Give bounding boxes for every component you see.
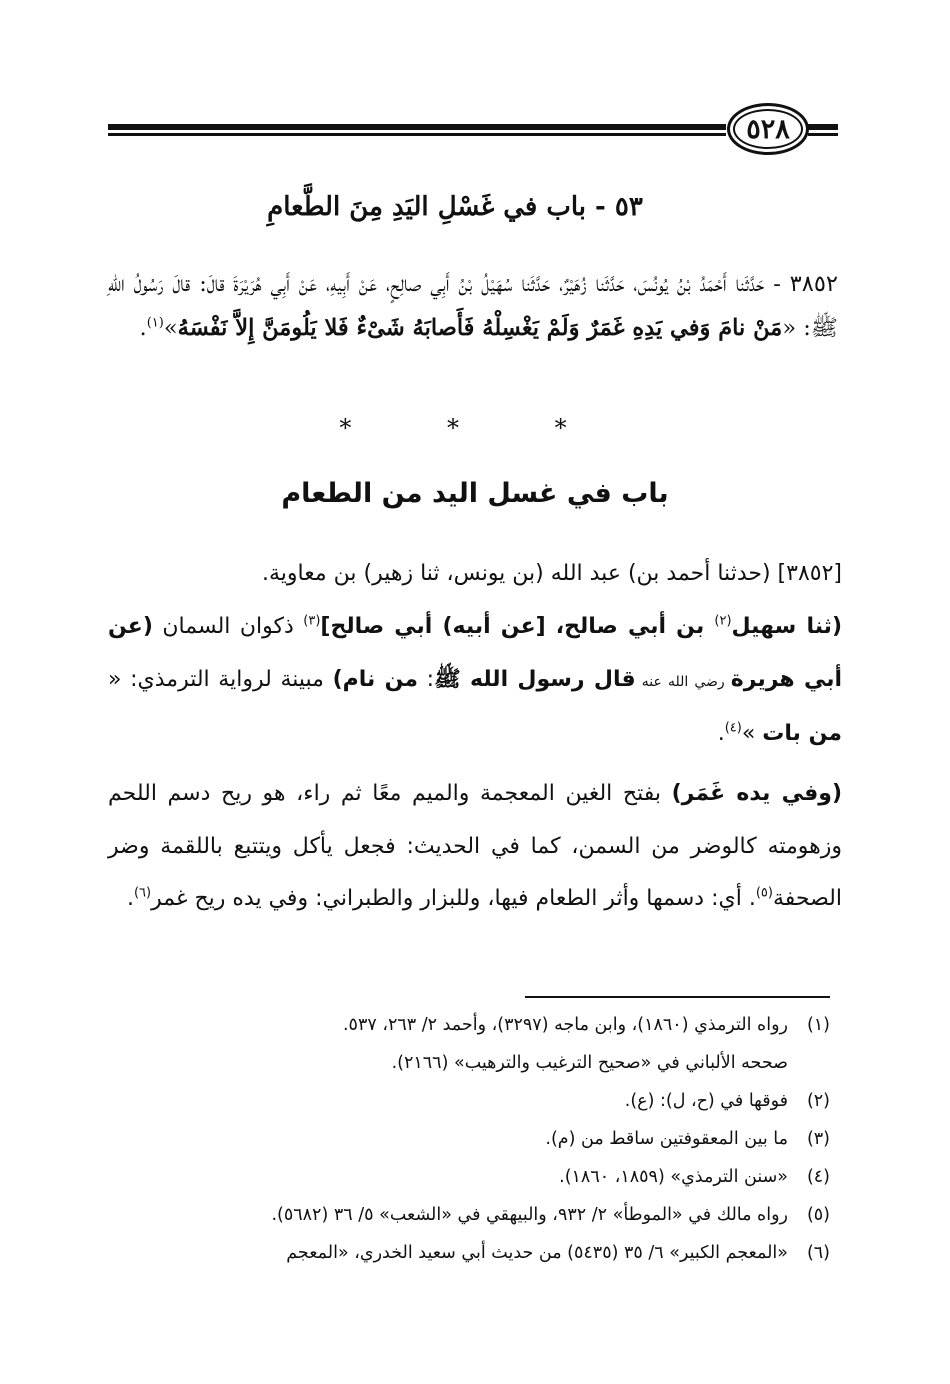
footnote-ref[interactable]: (٢) <box>714 613 732 629</box>
hadith-text: ٣٨٥٢ - حَدَّثَنا أَحْمَدُ بْنُ يُونُسَ، حَدَّثَنا زُهَيْرٌ، حَدَّثَنا سُهَيْلُ بْنُ أَبِي صالِحٍ، عَنْ أَبِيهِ، عَنْ أَبِي هُرَيْرَةَ قالَ: قالَ رَسُولُ اللهِ ﷺ: «مَنْ نامَ وَفي يَدِهِ غَمَرٌ وَلَمْ يَغْسِلْهُ فَأَصابَهُ شَىْءٌ فَلا يَلُومَنَّ إِلاَّ نَفْسَهُ»$^{(١)}$. <box>108 271 838 341</box>
header-rule-tail <box>808 124 838 137</box>
page-number: ٥٢٨ <box>727 103 809 155</box>
commentary-paragraph-1: [٣٨٥٢] (حدثنا أحمد بن) عبد الله (بن يونس، ثنا زهير) بن معاوية. <box>262 561 842 586</box>
header-rule <box>108 124 726 137</box>
footnote-separator <box>525 996 830 998</box>
footnote-continuation: صححه الألباني في «صحيح الترغيب والترهيب» (٢١٦٦). <box>391 1053 788 1073</box>
footnotes <box>108 1006 830 1272</box>
hadith-end-quote: » <box>163 315 178 341</box>
honorific: رضي الله عنه <box>635 673 731 690</box>
chapter-title: ٥٣ - باب في غَسْلِ اليَدِ مِنَ الطَّعامِ <box>267 192 643 222</box>
hadith-matn: مَنْ نامَ وَفي يَدِهِ غَمَرٌ وَلَمْ يَغْسِلْهُ فَأَصابَهُ شَىْءٌ فَلا يَلُومَنَّ إِلاَّ نَفْسَهُ <box>177 315 783 341</box>
footnote-ref[interactable]: (٣) <box>303 613 321 629</box>
hadith-isnad: ٣٨٥٢ - حَدَّثَنا أَحْمَدُ بْنُ يُونُسَ، حَدَّثَنا زُهَيْرٌ، حَدَّثَنا سُهَيْلُ بْنُ أَبِي صالِحٍ، عَنْ أَبِيهِ، عَنْ أَبِي هُرَيْرَةَ قالَ: قالَ رَسُولُ اللهِ ﷺ: « <box>108 271 838 341</box>
footnote-item: (٤) «سنن الترمذي» (١٨٥٩، ١٨٦٠). <box>559 1167 830 1187</box>
footnote-ref[interactable]: (٤) <box>724 720 742 736</box>
commentary-paragraph-2: (ثنا سهيل$^{(٢)}$ بن أبي صالح، [عن أبيه) أبي صالح]$^{(٣)}$ ذكوان السمان (عن أبي هريرة رضي الله عنه قال رسول الله ﷺ: من نام) مبينة لرواية الترمذي: « من بات »$^{(٤)}$. <box>108 613 843 746</box>
footnote-item: (٢) فوقها في (ح، ل): (ع). <box>624 1091 830 1111</box>
footnote-ref[interactable]: (١) <box>146 315 164 331</box>
footnote-item: (٦) «المعجم الكبير» ٦/ ٣٥ (٥٤٣٥) من حديث أبي سعيد الخدري، «المعجم <box>286 1243 830 1263</box>
section-divider-stars: * * * <box>339 414 611 442</box>
footnote-item: (٣) ما بين المعقوفتين ساقط من (م). <box>545 1129 830 1149</box>
commentary-title: باب في غسل اليد من الطعام <box>281 478 669 509</box>
footnote-ref[interactable]: (٥) <box>755 885 773 901</box>
footnote-item: (١) رواه الترمذي (١٨٦٠)، وابن ماجه (٣٢٩٧)، وأحمد ٢/ ٢٦٣، ٥٣٧. <box>342 1015 830 1035</box>
commentary-paragraph-3: (وفي يده غَمَر) بفتح الغين المعجمة والميم معًا ثم راء، هو ريح دسم اللحم وزهومته كالوضر من السمن، كما في الحديث: فجعل يأكل ويتتبع باللقمة وضر الصحفة$^{(٥)}$. أي: دسمها وأثر الطعام فيها، وللبزار والطبراني: وفي يده ريح غمر$^{(٦)}$. <box>108 781 842 911</box>
footnote-ref[interactable]: (٦) <box>133 885 152 901</box>
footnote-item: (٥) رواه مالك في «الموطأ» ٢/ ٩٣٢، والبيهقي في «الشعب» ٥/ ٣٦ (٥٦٨٢). <box>271 1205 830 1225</box>
